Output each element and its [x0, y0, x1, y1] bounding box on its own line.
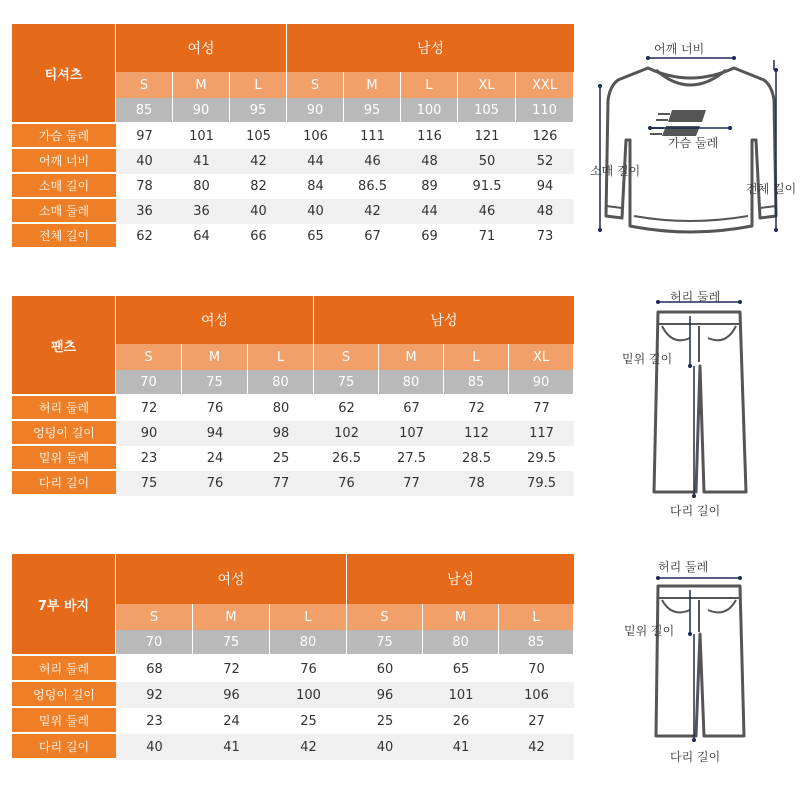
tshirt-diagram — [586, 30, 800, 250]
table-cell: 75 — [116, 471, 182, 496]
table-cell: 36 — [116, 199, 173, 224]
table-cell: 60 — [347, 656, 423, 682]
table-row — [12, 682, 574, 708]
size-number-cell: 70 — [116, 630, 193, 656]
size-number-cell: 75 — [193, 630, 270, 656]
table-cell: 36 — [173, 199, 230, 224]
table-title: 티셔츠 — [12, 24, 116, 124]
waist-label: 허리 둘레 — [670, 290, 721, 304]
row-label: 밑위 둘레 — [12, 708, 116, 734]
size-number-cell: 75 — [314, 370, 379, 396]
new-balance-logo — [650, 110, 706, 136]
table-row — [12, 396, 574, 421]
capri-size-table — [12, 554, 574, 760]
size-number-cell: 80 — [379, 370, 444, 396]
table-cell: 77 — [509, 396, 574, 421]
table-row — [12, 124, 574, 149]
table-cell: 27 — [499, 708, 574, 734]
table-row — [12, 734, 574, 760]
table-cell: 92 — [116, 682, 193, 708]
size-number-cell: 70 — [116, 370, 182, 396]
pants-illustration — [600, 286, 780, 522]
table-cell: 50 — [458, 149, 516, 174]
size-header-cell: S — [116, 344, 182, 370]
table-cell: 40 — [116, 149, 173, 174]
table-cell: 65 — [423, 656, 499, 682]
size-number-cell: 85 — [444, 370, 509, 396]
size-number-cell: 95 — [230, 98, 287, 124]
pants-diagram — [600, 286, 780, 522]
size-number-cell: 80 — [270, 630, 347, 656]
table-cell: 76 — [270, 656, 347, 682]
size-header-cell: XL — [509, 344, 574, 370]
table-cell: 29.5 — [509, 446, 574, 471]
table-cell: 44 — [287, 149, 344, 174]
table-cell: 96 — [347, 682, 423, 708]
waist-label: 허리 둘레 — [658, 560, 709, 574]
row-label: 허리 둘레 — [12, 396, 116, 421]
size-number-cell: 95 — [344, 98, 401, 124]
table-cell: 78 — [116, 174, 173, 199]
table-cell: 100 — [270, 682, 347, 708]
pants-size-table — [12, 296, 574, 496]
size-header-cell: S — [116, 72, 173, 98]
size-header-cell: L — [444, 344, 509, 370]
table-cell: 105 — [230, 124, 287, 149]
size-header-cell: L — [248, 344, 314, 370]
table-row — [12, 446, 574, 471]
table-cell: 89 — [401, 174, 458, 199]
table-cell: 44 — [401, 199, 458, 224]
table-cell: 26.5 — [314, 446, 379, 471]
table-cell: 86.5 — [344, 174, 401, 199]
table-cell: 67 — [344, 224, 401, 249]
table-cell: 78 — [444, 471, 509, 496]
row-label: 다리 길이 — [12, 471, 116, 496]
table-cell: 91.5 — [458, 174, 516, 199]
rise-label: 밑위 길이 — [624, 624, 675, 638]
table-cell: 101 — [423, 682, 499, 708]
table-cell: 52 — [516, 149, 574, 174]
table-cell: 25 — [347, 708, 423, 734]
table-cell: 102 — [314, 421, 379, 446]
table-cell: 106 — [287, 124, 344, 149]
table-cell: 97 — [116, 124, 173, 149]
table-cell: 94 — [516, 174, 574, 199]
size-header-cell: M — [344, 72, 401, 98]
size-header-cell: L — [401, 72, 458, 98]
row-label: 엉덩이 길이 — [12, 421, 116, 446]
table-row — [12, 224, 574, 249]
table-cell: 64 — [173, 224, 230, 249]
table-cell: 80 — [248, 396, 314, 421]
table-cell: 26 — [423, 708, 499, 734]
table-cell: 24 — [182, 446, 248, 471]
table-cell: 77 — [248, 471, 314, 496]
table-cell: 40 — [347, 734, 423, 760]
table-cell: 90 — [116, 421, 182, 446]
size-number-cell: 105 — [458, 98, 516, 124]
sleeve-label: 소매 길이 — [590, 164, 641, 178]
table-cell: 42 — [344, 199, 401, 224]
leg-label: 다리 길이 — [670, 504, 721, 518]
table-cell: 112 — [444, 421, 509, 446]
size-header-cell: M — [379, 344, 444, 370]
table-cell: 41 — [193, 734, 270, 760]
table-cell: 77 — [379, 471, 444, 496]
size-number-cell: 75 — [182, 370, 248, 396]
women-header: 여성 — [116, 554, 347, 604]
table-cell: 107 — [379, 421, 444, 446]
table-cell: 76 — [182, 471, 248, 496]
table-row — [12, 421, 574, 446]
table-cell: 24 — [193, 708, 270, 734]
table-cell: 23 — [116, 708, 193, 734]
table-row — [12, 471, 574, 496]
table-cell: 72 — [193, 656, 270, 682]
table-cell: 70 — [499, 656, 574, 682]
table-cell: 62 — [314, 396, 379, 421]
table-cell: 62 — [116, 224, 173, 249]
row-label: 엉덩이 길이 — [12, 682, 116, 708]
table-title: 7부 바지 — [12, 554, 116, 656]
table-cell: 25 — [270, 708, 347, 734]
women-header: 여성 — [116, 24, 287, 72]
leg-label: 다리 길이 — [670, 750, 721, 764]
table-row — [12, 174, 574, 199]
men-header: 남성 — [347, 554, 574, 604]
table-cell: 71 — [458, 224, 516, 249]
table-cell: 40 — [287, 199, 344, 224]
table-row — [12, 708, 574, 734]
size-number-cell: 100 — [401, 98, 458, 124]
row-label: 다리 길이 — [12, 734, 116, 760]
tshirt-size-table — [12, 24, 574, 249]
table-cell: 73 — [516, 224, 574, 249]
table-row — [12, 199, 574, 224]
table-cell: 72 — [444, 396, 509, 421]
row-label: 밑위 둘레 — [12, 446, 116, 471]
table-cell: 65 — [287, 224, 344, 249]
table-cell: 76 — [314, 471, 379, 496]
size-header-cell: S — [347, 604, 423, 630]
row-label: 가슴 둘레 — [12, 124, 116, 149]
size-number-cell: 75 — [347, 630, 423, 656]
table-row — [12, 149, 574, 174]
row-label: 허리 둘레 — [12, 656, 116, 682]
table-cell: 40 — [230, 199, 287, 224]
size-number-cell: 85 — [499, 630, 574, 656]
table-cell: 46 — [344, 149, 401, 174]
shoulder-label: 어깨 너비 — [654, 42, 705, 56]
table-cell: 82 — [230, 174, 287, 199]
table-cell: 42 — [230, 149, 287, 174]
table-cell: 68 — [116, 656, 193, 682]
table-cell: 69 — [401, 224, 458, 249]
row-label: 소매 길이 — [12, 174, 116, 199]
size-header-cell: M — [423, 604, 499, 630]
table-cell: 23 — [116, 446, 182, 471]
table-cell: 66 — [230, 224, 287, 249]
table-cell: 27.5 — [379, 446, 444, 471]
size-number-cell: 110 — [516, 98, 574, 124]
table-cell: 121 — [458, 124, 516, 149]
table-cell: 79.5 — [509, 471, 574, 496]
size-number-cell: 90 — [509, 370, 574, 396]
table-cell: 67 — [379, 396, 444, 421]
table-cell: 41 — [423, 734, 499, 760]
rise-label: 밑위 길이 — [622, 352, 673, 366]
size-number-cell: 90 — [287, 98, 344, 124]
size-number-cell: 90 — [173, 98, 230, 124]
size-header-cell: S — [116, 604, 193, 630]
capri-diagram — [600, 552, 780, 766]
table-cell: 76 — [182, 396, 248, 421]
table-cell: 80 — [173, 174, 230, 199]
table-cell: 84 — [287, 174, 344, 199]
size-header-cell: M — [193, 604, 270, 630]
size-header-cell: XL — [458, 72, 516, 98]
table-cell: 41 — [173, 149, 230, 174]
table-cell: 42 — [270, 734, 347, 760]
size-number-cell: 85 — [116, 98, 173, 124]
table-cell: 111 — [344, 124, 401, 149]
table-cell: 40 — [116, 734, 193, 760]
men-header: 남성 — [314, 296, 574, 344]
size-header-cell: S — [314, 344, 379, 370]
size-number-cell: 80 — [423, 630, 499, 656]
table-cell: 96 — [193, 682, 270, 708]
table-cell: 25 — [248, 446, 314, 471]
size-header-cell: M — [182, 344, 248, 370]
row-label: 전체 길이 — [12, 224, 116, 249]
table-cell: 101 — [173, 124, 230, 149]
size-header-cell: L — [270, 604, 347, 630]
table-row — [12, 656, 574, 682]
table-cell: 117 — [509, 421, 574, 446]
table-title: 팬츠 — [12, 296, 116, 396]
size-header-cell: L — [230, 72, 287, 98]
row-label: 소매 둘레 — [12, 199, 116, 224]
row-label: 어깨 너비 — [12, 149, 116, 174]
table-cell: 116 — [401, 124, 458, 149]
size-header-cell: L — [499, 604, 574, 630]
table-cell: 28.5 — [444, 446, 509, 471]
table-cell: 42 — [499, 734, 574, 760]
table-cell: 48 — [516, 199, 574, 224]
women-header: 여성 — [116, 296, 314, 344]
table-cell: 94 — [182, 421, 248, 446]
size-number-cell: 80 — [248, 370, 314, 396]
size-header-cell: XXL — [516, 72, 574, 98]
men-header: 남성 — [287, 24, 574, 72]
table-cell: 48 — [401, 149, 458, 174]
chest-label: 가슴 둘레 — [668, 136, 719, 150]
table-cell: 46 — [458, 199, 516, 224]
table-cell: 72 — [116, 396, 182, 421]
table-cell: 98 — [248, 421, 314, 446]
size-header-cell: S — [287, 72, 344, 98]
total-length-label: 전체 길이 — [746, 182, 797, 196]
table-cell: 126 — [516, 124, 574, 149]
size-header-cell: M — [173, 72, 230, 98]
capri-illustration — [600, 552, 780, 766]
table-cell: 106 — [499, 682, 574, 708]
